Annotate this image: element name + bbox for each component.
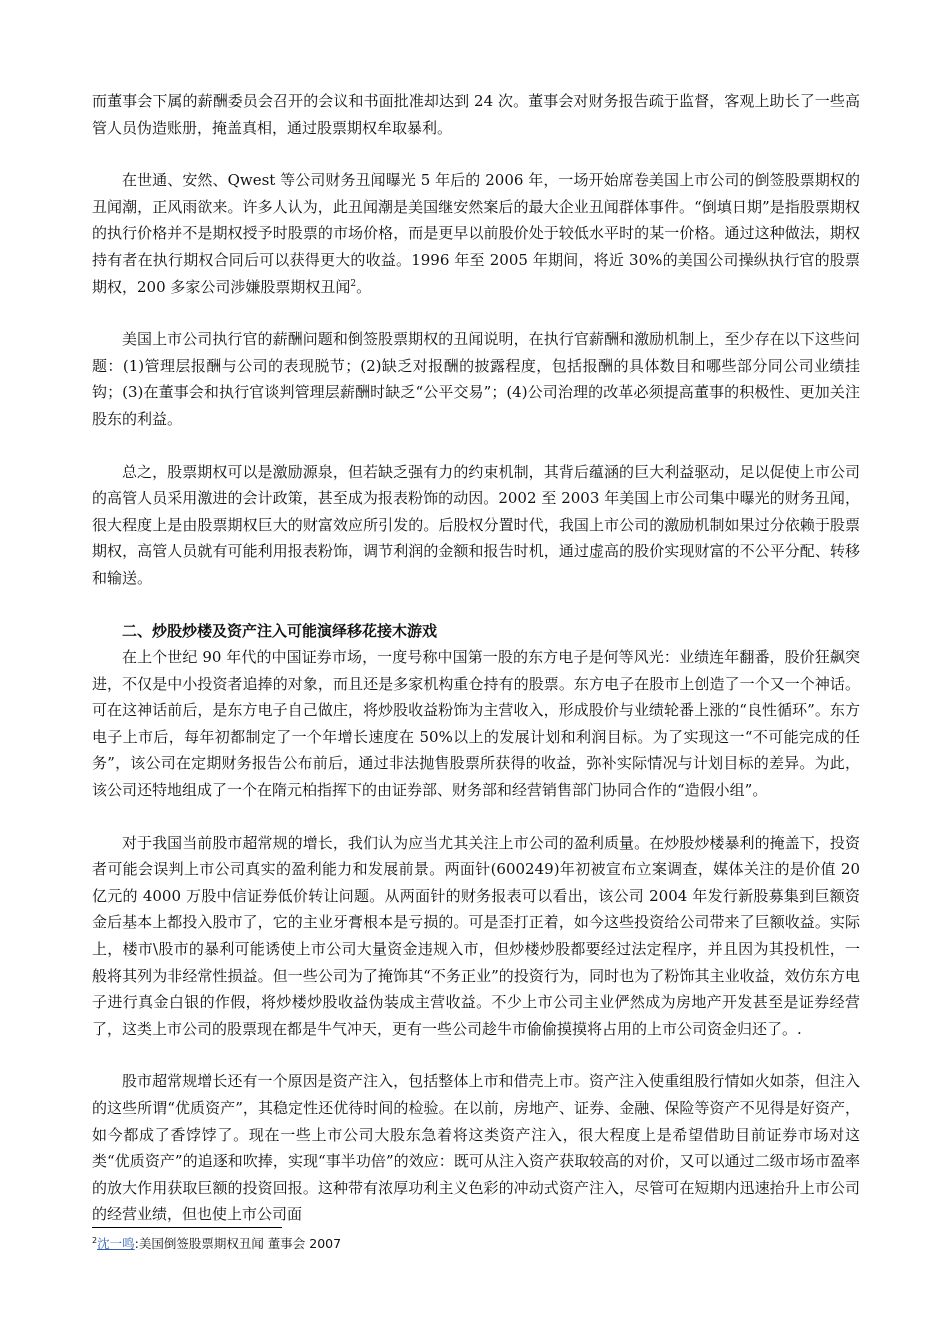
paragraph-3: 美国上市公司执行官的薪酬问题和倒签股票期权的丑闻说明，在执行官薪酬和激励机制上，至少存在以下这些问题：(1)管理层报酬与公司的表现脱节；(2)缺乏对报酬的披露程度，包括报酬的具体数目和哪些部分同公司业绩挂钩；(3)在董事会和执行官谈判管理层薪酬时缺乏“公平交易”；(4)公司治理的改革必须提高董事的积极性、更加关注股东的利益。 <box>92 330 860 428</box>
paragraph-2-end: 。 <box>356 277 372 296</box>
paragraph-5: 在上个世纪 90 年代的中国证券市场，一度号称中国第一股的东方电子是何等风光：业绩连年翻番，股价狂飙突进，不仅是中小投资者追捧的对象，而且还是多家机构重仓持有的股票。东方电子在股市上创造了一个又一个神话。可在这神话前后，是东方电子自己做庄，将炒股收益粉饰为主营收入，形成股价与业绩轮番上涨的“良性循环”。东方电子上市后，每年初都制定了一个年增长速度在 50%以上的发展计划和利润目标。为了实现这一“不可能完成的任务”，该公司在定期财务报告公布前后，通过非法抛售股票所获得的收益，弥补实际情况与计划目标的差异。为此，该公司还特地组成了一个在隋元柏指挥下的由证券部、财务部和经营销售部门协同合作的“造假小组”。 <box>92 648 860 800</box>
section-heading: 二、炒股炒楼及资产注入可能演绎移花接木游戏 <box>122 621 438 640</box>
paragraph-2-text: 在世通、安然、Qwest 等公司财务丑闻曝光 5 年后的 2006 年，一场开始席卷美国上市公司的倒签股票期权的丑闻潮，正风雨欲来。许多人认为，此丑闻潮是美国继安然案后的最大企业丑闻群体事件。“倒填日期”是指股票期权的执行价格并不是期权授予时股票的市场价格，而是更早以前股价处于较低水平时的某一价格。通过这种做法，期权持有者在执行期权合同后可以获得更大的收益。1996 年至 2005 年期间，将近 30%的美国公司操纵执行官的股票期权，200 多家公司涉嫌股票期权丑闻 <box>92 171 860 296</box>
footnote-number: 2 <box>92 1235 98 1245</box>
footnote-separator <box>92 1227 282 1228</box>
document-body <box>92 88 860 1228</box>
footnote-reference[interactable]: 2 <box>350 278 357 289</box>
footnote-author-link[interactable]: 沈一鸣 <box>97 1236 135 1251</box>
paragraph-7: 股市超常规增长还有一个原因是资产注入，包括整体上市和借壳上市。资产注入使重组股行情如火如荼，但注入的这些所谓“优质资产”，其稳定性还优待时间的检验。在以前，房地产、证券、金融、保险等资产不见得是好资产，如今都成了香饽饽了。现在一些上市公司大股东急着将这类资产注入，很大程度上是希望借助目前证券市场对这类“优质资产”的追逐和吹捧，实现“事半功倍”的效应：既可从注入资产获取较高的对价，又可以通过二级市场市盈率的放大作用获取巨额的投资回报。这种带有浓厚功利主义色彩的冲动式资产注入，尽管可在短期内迅速抬升上市公司的经营业绩，但也使上市公司面 <box>92 1072 860 1224</box>
paragraph-6: 对于我国当前股市超常规的增长，我们认为应当尤其关注上市公司的盈利质量。在炒股炒楼暴利的掩盖下，投资者可能会误判上市公司真实的盈利能力和发展前景。两面针(600249)年初被宣布立案调查，媒体关注的是价值 20 亿元的 4000 万股中信证券低价转让问题。从两面针的财务报表可以看出，该公司 2004 年发行新股募集到巨额资金后基本上都投入股市了，它的主业牙膏根本是亏损的。可是歪打正着，如今这些投资给公司带来了巨额收益。实际上，楼市\股市的暴利可能诱使上市公司大量资金违规入市，但炒楼炒股都要经过法定程序，并且因为其投机性，一般将其列为非经常性损益。但一些公司为了掩饰其“不务正业”的投资行为，同时也为了粉饰其主业收益，效仿东方电子进行真金白银的作假，将炒楼炒股收益伪装成主营收益。不少上市公司主业俨然成为房地产开发甚至是证券经营了，这类上市公司的股票现在都是牛气冲天，更有一些公司趁牛市偷偷摸摸将占用的上市公司资金归还了。. <box>92 833 860 1038</box>
paragraph-4: 总之，股票期权可以是激励源泉，但若缺乏强有力的约束机制，其背后蕴涵的巨大利益驱动，足以促使上市公司的高管人员采用激进的会计政策，甚至成为报表粉饰的动因。2002 至 2003 年美国上市公司集中曝光的财务丑闻，很大程度上是由股票期权巨大的财富效应所引发的。后股权分置时代，我国上市公司的激励机制如果过分依赖于股票期权，高管人员就有可能利用报表粉饰，调节利润的金额和报告时机，通过虚高的股价实现财富的不公平分配、转移和输送。 <box>92 462 860 587</box>
footnote-text: :美国倒签股票期权丑闻 董事会 2007 <box>134 1236 342 1251</box>
footnote <box>92 1234 792 1252</box>
paragraph-2 <box>92 167 860 300</box>
paragraph-1: 而董事会下属的薪酬委员会召开的会议和书面批准却达到 24 次。董事会对财务报告疏于监督，客观上助长了一些高管人员伪造账册，掩盖真相，通过股票期权牟取暴利。 <box>92 92 860 137</box>
